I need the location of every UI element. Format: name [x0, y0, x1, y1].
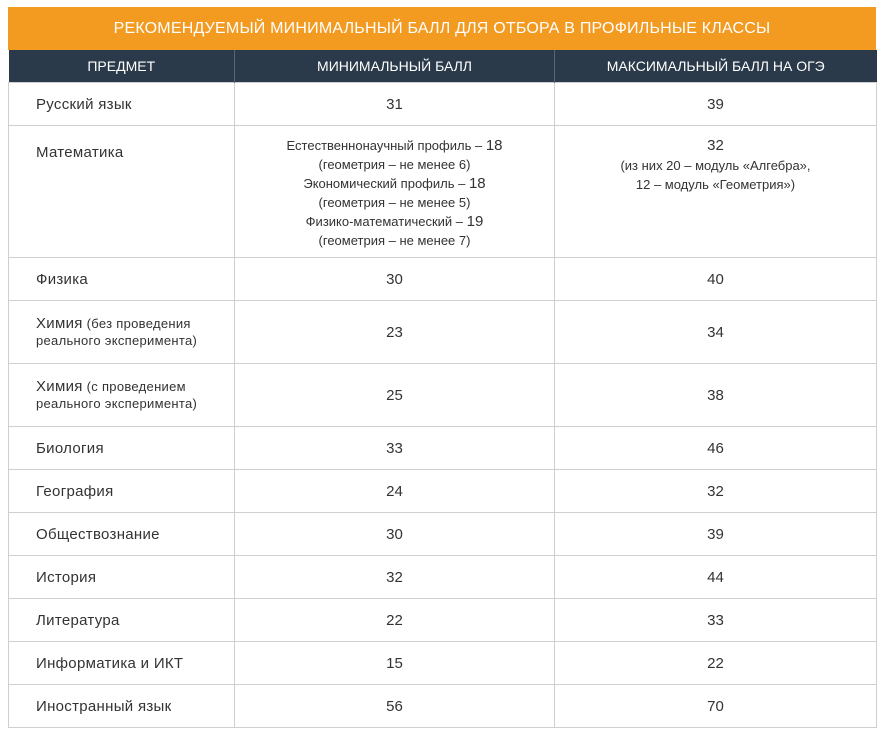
math-profile-line: Экономический профиль – 18: [303, 175, 486, 192]
max-score-cell: 70: [555, 685, 877, 728]
max-score-note: (из них 20 – модуль «Алгебра»,: [620, 158, 811, 173]
table-row: [9, 599, 877, 642]
max-score-value: 32: [707, 137, 724, 154]
subject-cell: Математика: [9, 126, 235, 258]
max-score-note: 12 – модуль «Геометрия»): [635, 177, 796, 192]
min-score-cell: 25: [235, 364, 555, 427]
table-row: [9, 258, 877, 301]
math-profile-line: Физико-математический – 19: [305, 213, 484, 230]
math-profile-line: Естественнонаучный профиль – 18: [286, 137, 503, 154]
subject-cell: Химия (без проведения реального эксперимента): [9, 301, 235, 364]
table-row: [9, 364, 877, 427]
min-score-cell: 56: [235, 685, 555, 728]
subject-cell: История: [9, 556, 235, 599]
max-score-cell: 40: [555, 258, 877, 301]
min-score-cell: 32: [235, 556, 555, 599]
subject-cell: Русский язык: [9, 83, 235, 126]
max-score-cell: 34: [555, 301, 877, 364]
table-title: РЕКОМЕНДУЕМЫЙ МИНИМАЛЬНЫЙ БАЛЛ ДЛЯ ОТБОРА В ПРОФИЛЬНЫЕ КЛАССЫ: [8, 7, 876, 50]
min-score-cell: 30: [235, 513, 555, 556]
min-score-cell: 30: [235, 258, 555, 301]
max-score-cell: 33: [555, 599, 877, 642]
table-row: [9, 83, 877, 126]
header-max-score: МАКСИМАЛЬНЫЙ БАЛЛ НА ОГЭ: [555, 50, 877, 83]
table-row: [9, 556, 877, 599]
table-row: [9, 427, 877, 470]
min-score-cell: 31: [235, 83, 555, 126]
max-score-cell: 32: [555, 470, 877, 513]
header-min-score: МИНИМАЛЬНЫЙ БАЛЛ: [235, 50, 555, 83]
score-table: [8, 50, 877, 728]
max-score-cell: 22: [555, 642, 877, 685]
subject-cell: Литература: [9, 599, 235, 642]
subject-cell: Обществознание: [9, 513, 235, 556]
min-score-cell: 23: [235, 301, 555, 364]
max-score-cell: 38: [555, 364, 877, 427]
max-score-cell: 39: [555, 83, 877, 126]
table-row: [9, 126, 877, 258]
subject-cell: Биология: [9, 427, 235, 470]
min-score-cell: 22: [235, 599, 555, 642]
subject-cell: География: [9, 470, 235, 513]
max-score-cell: 39: [555, 513, 877, 556]
table-row: [9, 685, 877, 728]
min-score-cell: 33: [235, 427, 555, 470]
table-row: [9, 301, 877, 364]
subject-cell: Физика: [9, 258, 235, 301]
max-score-cell: 44: [555, 556, 877, 599]
subject-cell: Иностранный язык: [9, 685, 235, 728]
subject-cell: Химия (с проведением реального эксперимента): [9, 364, 235, 427]
math-geometry-line: (геометрия – не менее 6): [318, 157, 471, 172]
subject-cell: Информатика и ИКТ: [9, 642, 235, 685]
math-geometry-line: (геометрия – не менее 5): [318, 195, 471, 210]
min-score-cell: 24: [235, 470, 555, 513]
max-score-cell: 46: [555, 427, 877, 470]
table-row: [9, 513, 877, 556]
header-row: [9, 50, 877, 83]
table-row: [9, 642, 877, 685]
table-row: [9, 470, 877, 513]
max-score-cell: [555, 126, 877, 258]
header-subject: ПРЕДМЕТ: [9, 50, 235, 83]
score-table-card: [8, 7, 876, 728]
min-score-cell: 15: [235, 642, 555, 685]
math-geometry-line: (геометрия – не менее 7): [318, 233, 471, 248]
min-score-cell: [235, 126, 555, 258]
